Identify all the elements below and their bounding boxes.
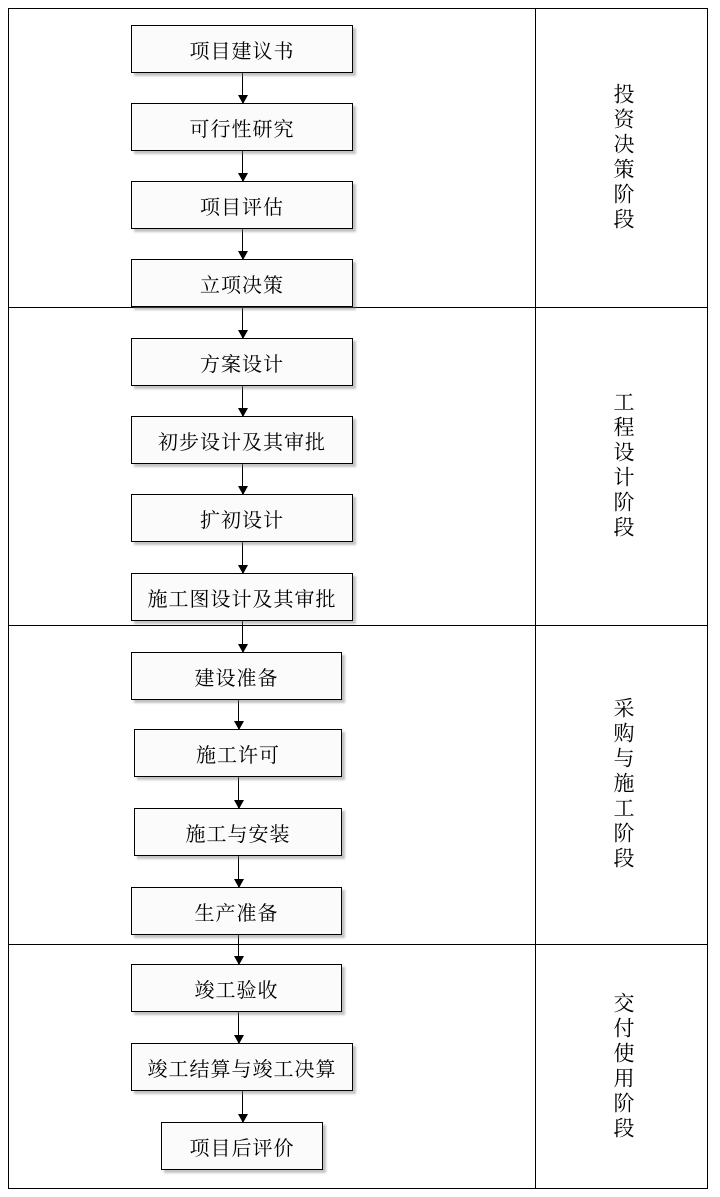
- process-node: 项目后评价: [161, 1122, 323, 1170]
- flow-arrow-1: [242, 73, 243, 103]
- process-node: 项目建议书: [131, 25, 353, 73]
- flow-arrow-14: [242, 1091, 243, 1122]
- process-node: 初步设计及其审批: [131, 416, 353, 464]
- process-node: 施工许可: [134, 729, 342, 777]
- phase-band: [536, 625, 708, 944]
- phase-label: 工程设计阶段: [611, 391, 634, 541]
- flow-arrow-7: [242, 542, 243, 573]
- flow-arrow-3: [242, 229, 243, 259]
- phase-band: [536, 944, 708, 1189]
- flow-arrow-11: [238, 856, 239, 887]
- flow-arrow-6: [242, 464, 243, 494]
- process-node: 竣工结算与竣工决算: [131, 1043, 353, 1091]
- flow-arrow-8: [242, 621, 243, 652]
- flow-arrow-12: [238, 935, 239, 964]
- process-node: 施工与安装: [134, 808, 342, 856]
- flow-arrow-4: [242, 307, 243, 338]
- process-node: 竣工验收: [131, 964, 342, 1012]
- flow-arrow-5: [242, 386, 243, 416]
- phase-band: [536, 307, 708, 625]
- flow-arrow-9: [238, 700, 239, 729]
- phase-label: 投资决策阶段: [611, 83, 634, 233]
- flow-arrow-13: [238, 1012, 239, 1043]
- phase-label: 交付使用阶段: [611, 991, 634, 1142]
- phase-band: [536, 9, 708, 307]
- phase-label: 采购与施工阶段: [611, 697, 634, 872]
- process-node: 项目评估: [131, 181, 353, 229]
- process-node: 扩初设计: [131, 494, 353, 542]
- process-node: 生产准备: [131, 887, 342, 935]
- process-node: 方案设计: [131, 338, 353, 386]
- flow-arrow-10: [238, 777, 239, 808]
- process-node: 立项决策: [131, 259, 353, 307]
- flow-arrow-2: [242, 151, 243, 181]
- process-node: 施工图设计及其审批: [131, 573, 353, 621]
- process-node: 建设准备: [131, 652, 342, 700]
- process-node: 可行性研究: [131, 103, 353, 151]
